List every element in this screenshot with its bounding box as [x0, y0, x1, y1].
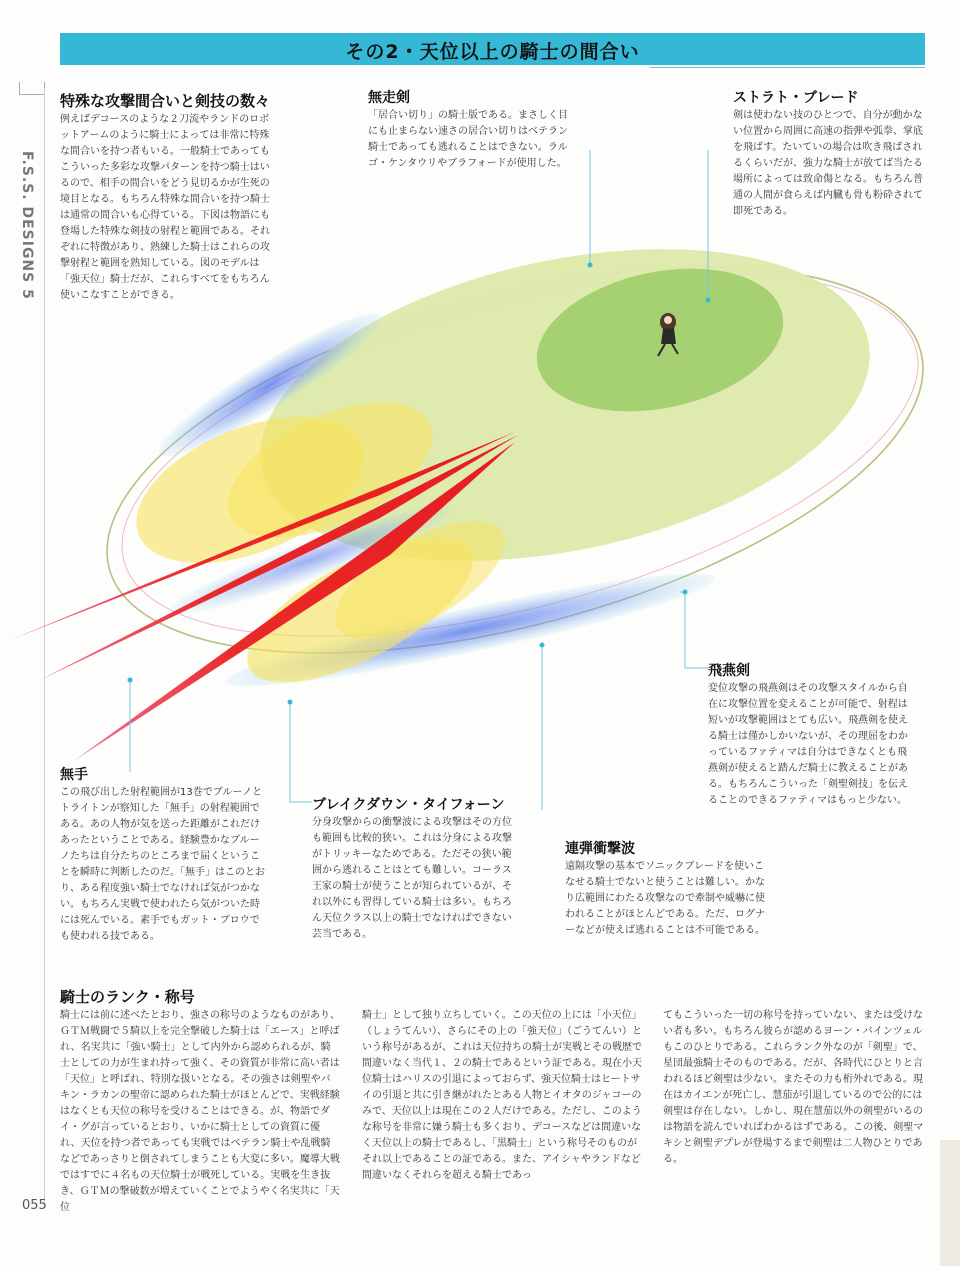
side-label-text: F.S.S. DESIGNS 5: [19, 151, 35, 300]
stratblade-title: ストラト・ブレード: [733, 90, 859, 106]
banner-rule: [650, 67, 925, 68]
side-tab-mark: [19, 82, 45, 95]
hienken-body: 変位攻撃の飛燕剣はその攻撃スタイルから自在に攻撃位置を変えることが可能で、射程は短いが攻撃範囲はとても広い。飛燕剣を使える騎士は僅かしかいないが、その理屈をわかっているファティマは自分はできなくとも飛燕剣が使えると踏んだ騎士に教えることがある。もちろんこういった「剣聖剣技」を伝えることのできるファティマはもっと少ない。: [708, 683, 908, 806]
rank-heading: 騎士のランク・称号: [60, 988, 195, 1006]
rank-col-1: 騎士には前に述べたとおり、強さの称号のようなものがあり、ＧＴＭ戦闘で５騎以上を完全撃破した騎士は「エース」と呼ばれ、名実共に「強い騎士」として内外から認められるが、騎士としての力が生まれ持って強く、その資質が非常に高い者は「天位」と呼ばれ、特別な扱いとなる。その強さは剣聖やバキン・ラカンの聖帝に認められた騎士がほとんどで、実戦経験はなくとも天位の称号を受けることはできる。が、物語でダイ・グが言っているとおり、いかに騎士としての資質に優れ、天位を持つ者であっても実戦ではベテラン騎士や乱戦騎などであっさりと倒されてしまうことも大変に多い。魔導大戦ではすでに４名もの天位騎士が戦死している。実戦を生き抜き、ＧＴＭの撃破数が増えていくことでようやく名実共に「天位: [60, 1010, 340, 1213]
section-title: その2・天位以上の騎士の間合い: [345, 41, 640, 63]
musoken-body: 「居合い切り」の騎士版である。まさしく目にも止まらない速さの居合い切りはベテラン騎士であっても逃れることはできない。ラルゴ・ケンタウリやブラフォードが使用した。: [368, 110, 568, 169]
hienken-title: 飛燕剣: [708, 663, 750, 679]
intro-body: 例えばデコースのような２刀流やランドのロボットアームのように騎士によっては非常に特殊な間合いを持つ者もいる。一般騎士であってもこういった多彩な攻撃パターンを持つ騎士はいるので、相手の間合いをどう見切るかが生死の境目となる。もちろん特殊な間合いを持つ騎士は通常の間合いも心得ている。下図は物語にも登場した特殊な剣技の射程と範囲である。それぞれに特徴があり、熟練した騎士はこれらの攻撃射程と範囲を熟知している。図のモデルは「強天位」騎士だが、これらすべてをもちろん使いこなすことができる。: [60, 114, 270, 301]
mute-body: この飛び出した射程範囲が13巻でブルーノとトライトンが察知した「無手」の射程範囲である。あの人物が気を送った距離がこれだけあったということである。経験豊かなブルーノたちは自分たちのところまで届くということを瞬時に判断したのだ。「無手」はこのとおり、ある程度強い騎士でなければ気がつかない。もちろん実戦で使われたら気がついた時には死んでいる。素手でもガット・ブロウでも使われる技である。: [60, 787, 265, 942]
leader-breakdown: [290, 702, 312, 802]
rendan-body: 遠隔攻撃の基本でソニックブレードを使いこなせる騎士でないと使うことは難しい。かなり広範囲にわたる攻撃なので牽制や威嚇に使われることがほとんどである。ただ、ログナーなどが使えば逃れることは不可能である。: [565, 861, 765, 936]
page-edge-strip: [940, 1140, 960, 1266]
rank-col-2: 騎士」として独り立ちしていく。この天位の上には「小天位」（しょうてんい）、さらにその上の「強天位」（ごうてんい）という称号があるが、これは天位持ちの騎士が実戦とその戦歴で間違いなく当代１、２の騎士であるという証である。現在小天位騎士はハリスの引退によっておらず、強天位騎士はヒートサイの引退と共に引き継がれたとある人物とイオタのジャコーのみで、天位以上は現在この２人だけである。ただし、このような称号を非常に嫌う騎士も多くおり、デコースなどは間違いなく天位以上の騎士であるし、「黒騎士」という称号そのものがそれ以上であることの証である。また、アイシャやランドなど間違いなくそれらを超える騎士であっ: [362, 1010, 642, 1181]
leader-hienken: [680, 592, 708, 668]
page-number: 055: [22, 1198, 47, 1213]
musoken-title: 無走剣: [368, 90, 410, 106]
rank-col-3: てもこういった一切の称号を持っていない、または受けない者も多い。もちろん彼らが認めるヨーン・バインツェルもこのひとりである。これらランク外なのが「剣聖」で、星団最強騎士そのものである。だが、各時代にひとりと言われるほど剣聖は少ない。またその力も桁外れである。現在はカイエンが死亡し、慧茄が引退しているので公的には剣聖は存在しない。しかし、現在慧茄以外の剣聖がいるのは物語を読んでいればわかるはずである。この後、剣聖マキシと剣聖デプレが登場するまで剣聖は二人物ひとりである。: [663, 1010, 924, 1165]
breakdown-body: 分身攻撃からの衝撃波による攻撃はその方位も範囲も比較的狭い。これは分身による攻撃がトリッキーなためである。ただその狭い範囲から逃れることはとても難しい。コーラス王家の騎士が使うことが知られているが、それ以外にも習得している騎士は多い。もちろん天位クラス以上の騎士でなければできない芸当である。: [312, 817, 512, 940]
stratblade-body: 剣は使わない技のひとつで、自分が動かない位置から周囲に高速の指弾や弧拳、掌底を飛ばす。たいていの場合は吹き飛ばされるくらいだが、強力な騎士が放てば当たる場所によっては致命傷となる。もちろん普通の人間が食らえば内臓も骨も粉砕されて即死である。: [733, 110, 923, 217]
rendan-title: 連弾衝撃波: [565, 841, 635, 857]
intro-heading: 特殊な攻撃間合いと剣技の数々: [60, 92, 271, 110]
leader-rendan: [542, 645, 565, 810]
breakdown-title: ブレイクダウン・タイフォーン: [312, 797, 505, 813]
mute-title: 無手: [60, 767, 88, 783]
section-banner: [60, 33, 925, 65]
